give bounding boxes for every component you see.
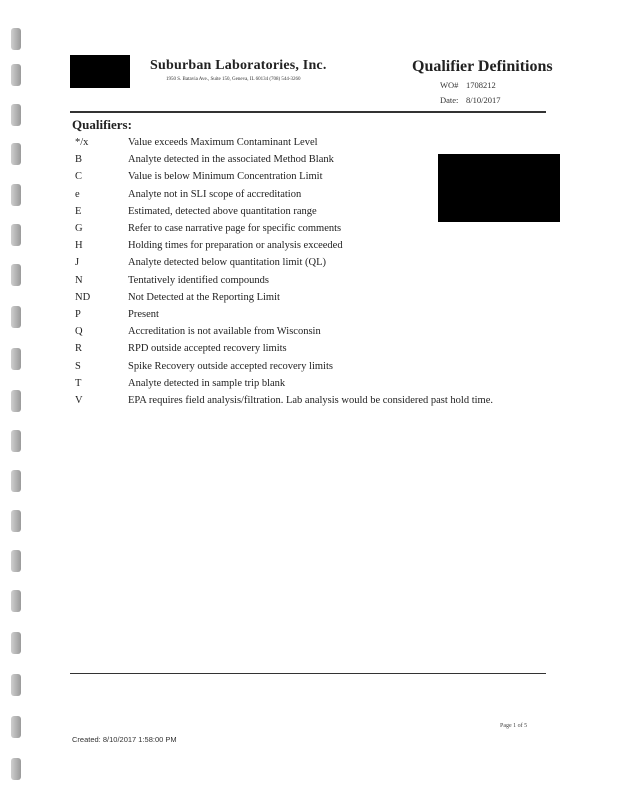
- binder-hole: [11, 430, 21, 452]
- created-timestamp: Created: 8/10/2017 1:58:00 PM: [72, 735, 177, 744]
- binder-hole: [11, 184, 21, 206]
- qualifier-description: Not Detected at the Reporting Limit: [128, 291, 280, 303]
- qualifier-code: B: [75, 154, 83, 166]
- binder-hole: [11, 104, 21, 126]
- binder-hole: [11, 758, 21, 780]
- qualifier-description: Present: [128, 309, 159, 320]
- work-order-label: WO#: [440, 80, 459, 90]
- qualifier-code: G: [75, 223, 83, 234]
- qualifier-description: Spike Recovery outside accepted recovery limits: [128, 360, 333, 372]
- qualifier-code: Q: [75, 326, 83, 338]
- work-order: [440, 80, 496, 90]
- redacted-logo: [70, 55, 130, 88]
- redacted-block: [438, 154, 560, 222]
- binder-hole: [11, 143, 21, 165]
- company-name: Suburban Laboratories, Inc.: [150, 58, 327, 73]
- qualifier-description: Value is below Minimum Concentration Limit: [128, 171, 323, 183]
- qualifier-description: Holding times for preparation or analysis exceeded: [128, 240, 343, 252]
- qualifier-code: */x: [75, 137, 89, 148]
- qualifier-code: ND: [75, 291, 91, 303]
- binder-holes: [11, 0, 23, 800]
- qualifier-description: Tentatively identified compounds: [128, 274, 269, 286]
- qualifier-code: H: [75, 240, 83, 252]
- report-date-label: Date:: [440, 95, 459, 105]
- qualifier-description: Analyte detected below quantitation limit (QL): [128, 257, 326, 269]
- page-number: Page 1 of 5: [500, 723, 528, 729]
- qualifier-description: Refer to case narrative page for specific comments: [128, 223, 342, 234]
- qualifier-description: Analyte detected in the associated Method Blank: [128, 154, 334, 166]
- binder-hole: [11, 590, 21, 612]
- report-date: [440, 95, 500, 105]
- work-order-value: 1708212: [466, 80, 496, 90]
- page-title: Qualifier Definitions: [412, 58, 553, 75]
- binder-hole: [11, 390, 21, 412]
- binder-hole: [11, 510, 21, 532]
- qualifier-description: Analyte not in SLI scope of accreditation: [128, 188, 302, 200]
- qualifier-description: Analyte detected in sample trip blank: [128, 377, 286, 389]
- header-divider: [70, 111, 546, 113]
- qualifier-code: C: [75, 171, 83, 183]
- section-title: Qualifiers:: [72, 117, 132, 132]
- qualifier-code: N: [75, 274, 83, 286]
- qualifier-code: V: [75, 395, 83, 406]
- qualifier-code: P: [75, 309, 81, 320]
- qualifier-code: T: [75, 377, 82, 389]
- company-address: 1950 S. Batavia Ave., Suite 150, Geneva, IL 60134 (708) 544-3260: [166, 77, 301, 82]
- qualifier-description: EPA requires field analysis/filtration. Lab analysis would be considered past hold time.: [128, 395, 493, 406]
- qualifier-description: Accreditation is not available from Wisconsin: [128, 326, 321, 338]
- binder-hole: [11, 632, 21, 654]
- qualifier-description: Estimated, detected above quantitation range: [128, 205, 317, 217]
- binder-hole: [11, 306, 21, 328]
- binder-hole: [11, 28, 21, 50]
- qualifier-code: e: [75, 188, 80, 200]
- binder-hole: [11, 224, 21, 246]
- binder-hole: [11, 264, 21, 286]
- binder-hole: [11, 64, 21, 86]
- qualifier-code: E: [75, 205, 82, 217]
- footer-divider: [70, 673, 546, 674]
- qualifier-description: Value exceeds Maximum Contaminant Level: [128, 137, 318, 148]
- report-date-value: 8/10/2017: [466, 95, 501, 105]
- binder-hole: [11, 348, 21, 370]
- qualifier-code: J: [75, 257, 80, 269]
- qualifier-description: RPD outside accepted recovery limits: [128, 343, 287, 355]
- qualifier-code: R: [75, 343, 83, 355]
- binder-hole: [11, 716, 21, 738]
- binder-hole: [11, 470, 21, 492]
- binder-hole: [11, 674, 21, 696]
- qualifier-code: S: [75, 360, 81, 372]
- binder-hole: [11, 550, 21, 572]
